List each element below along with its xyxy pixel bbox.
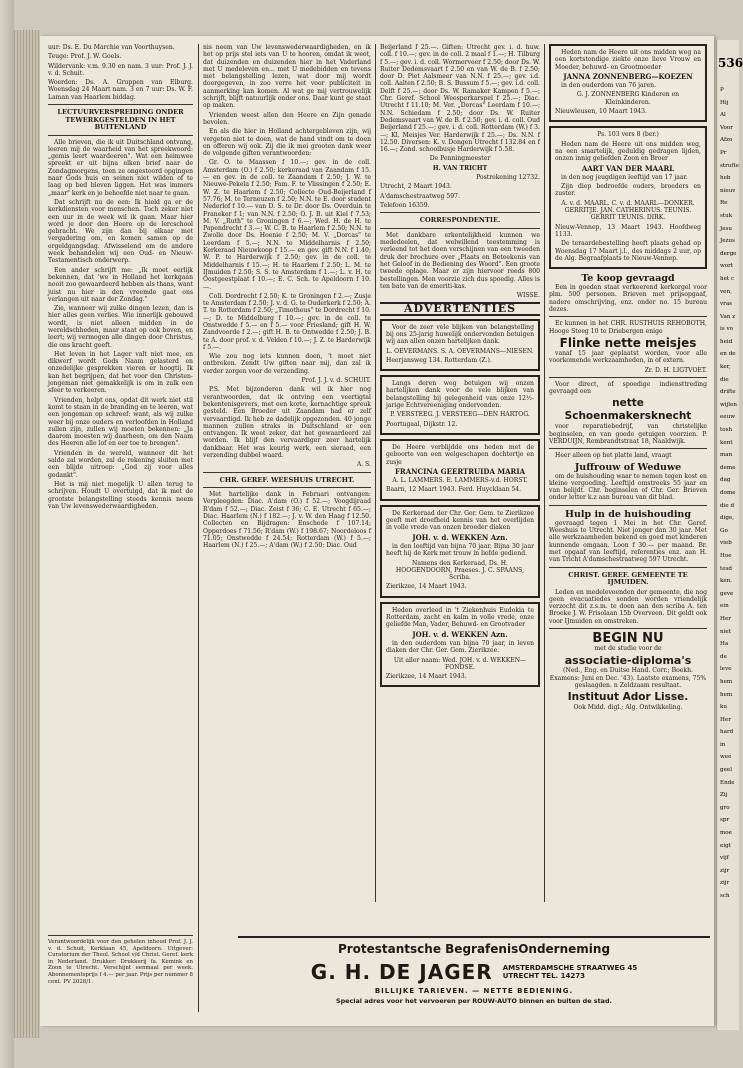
- column-3: [380, 44, 540, 906]
- adjacent-page-fragment: het c: [720, 275, 735, 282]
- ad-obituary-family: [380, 602, 540, 688]
- adjacent-page-strip: [716, 40, 739, 1030]
- adjacent-page-fragment: Her: [720, 716, 731, 723]
- adjacent-page-fragment: zijr: [720, 880, 730, 887]
- ad-age: in den ouderdom van 76 jaren.: [561, 82, 657, 90]
- article-paragraph: Wie zou nog iets kunnen doen, 't moet niet ontbreken. Zendt Uw giften naar mij, dan zal ik verder zorgen voor de verzending.: [203, 353, 371, 375]
- article-paragraph: Het leven in het Lager valt niet mee, en dikwerf wordt Gods Naam gelasterd en onzedelijke gesprekken vieren er hoogtij. Ik kan het begrijpen, dat het voor den Christen-jongeman niet gemakkelijk is om in zulk een sfeer te verkeeren.: [48, 350, 193, 395]
- adjacent-page-fragment: Her: [720, 615, 731, 622]
- column-divider: [198, 44, 199, 1012]
- adjacent-page-fragment: Al: [720, 112, 726, 119]
- ad-institute-name: Instituut Ador Lisse.: [567, 691, 689, 704]
- page-number: 536: [718, 56, 743, 70]
- ad-institute-sub: Ook Midd. digl.; Alg. Ontwikkeling.: [573, 704, 683, 712]
- ad-text: Voor de zeer vele blijken van belangstelling bij ons 25-jarig huwelijk ondervonden betuigen wij aan allen onzen hartelijken dank.: [386, 323, 534, 346]
- adjacent-page-fragment: Go: [720, 527, 728, 534]
- adjacent-page-fragment: derge: [720, 250, 737, 257]
- adjacent-page-fragment: is vo: [720, 326, 733, 333]
- adjacent-page-fragment: P: [720, 87, 724, 93]
- article-paragraph: Vrienden in de wereld, wanneer dit het saldo zal worden, zal de rekening sluiten met een blijde uitroep: „God zij voor alles gedankt".: [48, 449, 193, 479]
- adjacent-page-fragment: Re: [720, 200, 728, 207]
- adjacent-page-fragment: heid: [720, 338, 733, 345]
- ad-deceased-name: JANNA ZONNENBERG—KOEZEN: [563, 71, 693, 81]
- funeral-address: [503, 964, 638, 980]
- adjacent-page-fragment: heb: [720, 175, 731, 182]
- adjacent-page-fragment: en de: [720, 351, 736, 358]
- adjacent-page-fragment: hem: [720, 678, 733, 685]
- article-paragraph: P.S. Met bijzonderen dank wil ik hier nog verantwoorden, dat ik ontving een veertigtal bekentenisgevers, met een korte, kernachtige spreuk gesteld. Een Broeder uit Zaandam had er zelf vervaardigd. Ik heb ze dadelijk opgezonden. 40 jonge mannen zullen straks in Duitschland er een ontvangen. Ik weet zeker, dat het gewaardeerd zal worden. Ik blijf den vervaardiger zeer hartelijk dankbaar. Het was keurig werk, een sieraad, een verzending dubbel waard.: [203, 386, 371, 460]
- adjacent-page-fragment: de: [720, 653, 727, 660]
- adjacent-page-fragment: wort: [720, 263, 734, 270]
- adjacent-page-fragment: vijf: [720, 855, 729, 862]
- adjacent-page-fragment: tesd: [720, 565, 733, 572]
- ad-obituary-council: [380, 505, 540, 598]
- colophon: Verantwoordelijk voor den gehelen inhoud Prof. J. J. v. d. Schuit, Kerklaan 45, Apeldoorn. Uitgever: Curatorium der Theol. School v/d Christ. Geref. kerk in Nederland. Drukker: Drukkerij fa. Kemink en Zoon te Utrecht. Verschijnt eenmaal per week. Abonnementsprijs f 4.— per jaar. Prijs per nummer 8 cent. PV 2028/1.: [48, 939, 193, 985]
- adjacent-page-fragment: Van z: [720, 313, 736, 320]
- ad-age: in den nog jeugdigen leeftijd van 17 jaar.: [561, 173, 688, 181]
- adjacent-page-fragment: ken.: [720, 578, 733, 585]
- advertisements-title: ADVERTENTIES: [380, 302, 540, 315]
- adjacent-page-fragment: die: [720, 376, 729, 383]
- ad-obituary-maarl: [549, 126, 707, 269]
- ad-girls-text: vanaf 15 jaar geplaatst worden, voor alle voorkomende werkzaamheden, in of extern.: [549, 349, 707, 365]
- ad-obituary-zonnenberg: [549, 44, 707, 122]
- ad-text: Heden nam de Heere uit ons midden weg, na een smartelijk, geduldig gedragen lijden, onzen innig geliefden Zoon en Broer: [555, 140, 701, 163]
- adjacent-page-fragment: nieuv: [720, 187, 736, 194]
- ad-housekeeper-title: Juffrouw of Weduwe: [574, 461, 682, 473]
- adjacent-page-fragment: vieb: [720, 540, 732, 547]
- article-paragraph: Dat schrijft nu de een: Ik hield ga er de kerkdiensten voor menschen. Toch zeker niet een uur in de week wil ik gaan. Maar hier word je door den Heere op de lercschool gebracht. We zijn dan bij elkaar met vergadering om, en komen samen op de ergeldgangsdag. Afwisselend om de andere week behandelen wij een Oud- en Nieuw- Testamentisch onderwerp.: [48, 198, 193, 265]
- article-paragraph: nis neem van Uw levenswederwaardigheden, en ik het op prijs stel iets van U te hooren, omdat ik weet, dat duizenden en duizenden hier in het Vaderland met U medeleven en... met U medebidden en tevens met belangstelling lezen, wat door mij wordt doorgegeven, in zoo verre het voor publiciteit in aanmerking kan komen. Al wat ge mij vertrouwelijk schrijft, blijft natuurlijk onder ons. Daar kunt ge staat op maken.: [203, 44, 371, 110]
- funeral-city-tel: UTRECHT TEL. 14273: [502, 972, 585, 980]
- column-divider: [375, 44, 376, 902]
- gifts-text: Beijerland f 25.—. Giften: Utrecht gev. i. d. huw. coll. f 10.—; gev. in de coll. 2 maal f 1.—; H. Tilburg f 5.—; gev. i. d. coll. Wormerveer f 2.50; door Ds. W. Ruiter Dedemsvaart f 2.50 en van W. de B. f 2.50; door D. Piet Aalsmeer van N.N. f 25.—; gev. i.d. coll. Aalten f 2.50; B. S. Bussum f 5.—; gev. i.d. coll. Delft f 25.—; door Ds. W. Ramaker Kampen f 5.—; Chr. Geref. School Weesperkarspel f 25.—; Diac. Utrecht f 11.10; M. Ver. „Dorcas" Leerdam f 10.—; N.N. Schiedam f 2.50; door Ds. W. Ruiter Dedemsvaart van W. de B. f 2.50; gev. i. d. coll. Oud Beijerland f 25.—; gev. i. d. coll. Rotterdam (W.) f 3.—; Kl. Meisjes Ver. Harderwijk f 25.—; Ds. N.N. f 12.50. Diversen: K. v. Dongen Utrecht f 132.84 en f 16.—; Zond. schoolbusje Harderwijk f 5.58.: [380, 44, 540, 154]
- notice: Woerden: Ds. A. Gruppen van Elburg. Woensdag 24 Maart nam. 3 en 7 uur: Ds. W. F. Laman van Haarlem biddag.: [48, 79, 193, 101]
- ad-address: Zierikzee, 14 Maart 1943.: [386, 673, 467, 681]
- adjacent-page-fragment: dige,: [720, 515, 735, 522]
- ad-wedding: [380, 375, 540, 435]
- ad-anniversary: [380, 319, 540, 371]
- ad-deceased-name: AART VAN DER MAARL: [581, 163, 675, 173]
- treasurer-phone: Telefoon 16359.: [380, 201, 430, 209]
- ad-mourners: Zijn diep bedroefde ouders, broeders en zuster.: [555, 183, 701, 198]
- ad-school-title: BEGIN NU: [592, 631, 664, 647]
- adjacent-page-fragment: Jesu: [720, 225, 733, 232]
- notice: Teuge: Prof. J. W. Goels.: [48, 53, 122, 61]
- funeral-street: AMSTERDAMSCHE STRAATWEG 45: [502, 964, 638, 972]
- adjacent-page-fragment: eeuw: [720, 414, 736, 421]
- ad-help-title: Hulp in de huishouding: [565, 508, 691, 520]
- article-paragraph: Vrienden weest allen den Heere en Zijn genade bevolen.: [203, 111, 371, 126]
- ad-names: P. VERSTEEG. J. VERSTEEG—DEN HARTOG.: [390, 411, 530, 419]
- newspaper-page: [40, 36, 714, 1026]
- ad-text: De Heere verblijdde ons heden met de geboorte van een welgeschapen dochtertje en zusje: [386, 443, 534, 466]
- adjacent-page-fragment: man: [720, 452, 733, 459]
- adjacent-page-fragment: vras: [720, 301, 733, 308]
- ad-names: L. OEVERMANS. S. A. OEVERMANS—NIESEN.: [386, 347, 534, 355]
- ad-birth: [380, 439, 540, 501]
- ad-signature: Namens den Kerkeraad, Ds. H. HOOGENDOORN, Praeses. J. C. SPAANS, Scriba.: [395, 559, 525, 582]
- adjacent-page-fragment: moe: [720, 830, 732, 837]
- article-paragraph: En als die hier in Holland achtergebleven zijn, wij vergeten niet te doen, wat de hand vindt om te doen en offeren wij ook. Zij die ik mei grooten dank weer de volgende giften verantwoorden:: [203, 128, 371, 158]
- adjacent-page-fragment: dome: [720, 490, 736, 496]
- ad-shoemaker-title: nette Schoenmakersknecht: [564, 397, 692, 423]
- ad-age: in den ouderdom van bijna 70 jaar, in leven diaken der Chr. Ger. Gem. Zierikzee.: [386, 639, 534, 655]
- article-paragraph: Coll. Dordrecht f 2.50; K. te Groningen f 2.—; Zusje te Amsterdam f 2.50; J. v. d. G. te Ouderkerk f 2.50; A. T. te Rotterdam f 2.50; „Timotheus" te Dordrecht f 10.—; D. te Middelburg f 10.—; gev. in de coll. te Onstwedde f 5.— en f 5.— voor Friesland; gift H. W. Zandvoorde f 2.—; gift H. B. te Ontwedde f 2.50; J. B. te A. door prof. v. d. Velden f 10.—; J. Z. te Harderwijk f 5.—.: [203, 292, 371, 351]
- orphanage-title: CHR. GEREF. WEESHUIS UTRECHT.: [219, 475, 355, 484]
- article-paragraph: Het is mij niet mogelijk U allen terug te schrijven. Houdt U overtuigd, dat ik met de grootste belangstelling steeds kennis neem van Uw levenswederwaardigheden.: [48, 480, 193, 510]
- ad-church-text: Leden en medeleveenden der gemeente, die nog geen evacuatiedes sonden worden vriendelijk verzocht dit z.s.m. te doen aan den scriba A. ten Broeke J. W. Frisolaan 15b Overveen. Dit geldt ook voor IJmuiden en omstreken.: [549, 588, 707, 625]
- adjacent-page-fragment: leve: [720, 666, 732, 673]
- notice: uur: Ds. E. Du Marchie van Voorthuysen.: [48, 44, 175, 51]
- adjacent-page-fragment: strufte: [720, 162, 740, 169]
- ad-for-sale-title: Te koop gevraagd: [581, 273, 675, 285]
- adjacent-page-fragment: Jezus: [720, 238, 735, 245]
- column-2: [203, 44, 371, 906]
- column-1: [48, 44, 193, 1019]
- adjacent-page-fragment: stuk: [720, 212, 733, 219]
- ad-signature: Uit aller naam: Wed. JOH. v. d. WEKKEN—FONDSE.: [393, 656, 527, 671]
- adjacent-page-fragment: dag: [720, 477, 731, 484]
- column-divider: [544, 44, 545, 902]
- adjacent-page-fragment: wee: [720, 754, 732, 761]
- ad-psalm: Ps. 103 vers 8 (ber.): [597, 131, 659, 139]
- orphanage-text: Met hartelijke dank in Februari ontvangen: Verpleegden: Diac. A'dam (O.) f 52.—; Voogdijraad R'dam f 52.—; Diac. Zeist f 36; C. E. Utrecht f 65.—; Diac. Haarlem (N.) f 182.—; J. v. W. den Haag f 12.50. Collecten en Bijdragen: Enschede f 107.14; Opperdoes f 71.56; R'dam (W.) f 198.67; Noordeloos f 71.05; Onstwedde f 24.54; Rotterdam (W.) f 5.—; Haarlem (N.) f 25.—; A'dam (W.) f 2.50; Diac. Oud: [203, 491, 371, 550]
- treasurer-date: Utrecht, 2 Maart 1943.: [380, 183, 452, 191]
- funeral-title: Protestantsche BegrafenisOnderneming: [337, 942, 611, 956]
- ad-text: De Kerkeraad der Chr. Ger. Gem. te Zierikzee geeft met droefheid kennis van het overlijden in volle vrede van onzen broeder diaken: [386, 509, 534, 532]
- adjacent-page-fragment: ku: [720, 704, 727, 711]
- ad-address: Nieuwleusen, 10 Maart 1943.: [555, 108, 647, 116]
- adjacent-page-fragment: niet: [720, 628, 731, 635]
- ad-shoemaker-intro: Voor direct, of spoedige indiensttreding gevraagd een: [549, 380, 707, 396]
- page-stack-edge: [14, 30, 40, 1038]
- ad-school-diploma: associatie-diploma's: [564, 654, 692, 668]
- ad-age: in den leeftijd van bijna 70 jaar. Bijna 30 jaar heeft hij de Kerk met trouw in liefde gediend.: [386, 542, 534, 558]
- article-title: LECTUURVERSPREIDING ONDER TEWERKGESTELDEN IN HET BUITENLAND: [57, 108, 184, 132]
- adjacent-page-fragment: hard: [720, 729, 734, 736]
- ad-girls-title: Flinke nette meisjes: [559, 335, 697, 350]
- adjacent-page-fragment: geve: [720, 590, 734, 597]
- ad-funeral-note: De teraardebestelling heeft plaats gehad op Woensdag 17 Maart j.l., des middags 2 uur, op de Alg. Begraafplaats te Nieuw-Vennep.: [555, 240, 701, 262]
- adjacent-page-fragment: zijr: [720, 867, 730, 874]
- article-paragraph: Alle brieven, die ik uit Duitschland ontvang, leeren mij de waarheid van het spreekwoord: „gemis leert waardeeren". Wat een heimwee spreekt er uit bijna elken brief naar de Zondagmorgens, toen ze ongestoord opgingen naar Gods huis en seinen niet wilden of te laag op bed bleven liggen. Het was immers „maar" kerk en je behoefde niet naar te gaan.: [48, 138, 193, 197]
- adjacent-page-fragment: ven,: [720, 288, 732, 295]
- notice: Wildervank: v.m. 9.30 en nam. 3 uur: Prof. J. J. v. d. Schuit.: [48, 62, 193, 77]
- article-paragraph: Een ander schrijft me: „Ik moet eerlijk bekennen, dat 'we in Holland het kerkgaan nooit zoo gewaardeerd hebben als thans, want juist nu hier in den vreemde gaat ons verlangen uit naar der Zondag.": [48, 266, 193, 303]
- ad-housekeeper-intro: Heer alleen op het platte land, vraagt: [555, 452, 672, 460]
- funeral-tariffs: BILLIJKE TARIEVEN. — NETTE BEDIENING.: [374, 987, 574, 995]
- article-paragraph: Vrienden, helpt ons, opdat dit werk niet stil komt te staan in de branding en te leeren, wat een jongeman op schreef: want, als wij zulke weer bij onze ouders en verloofden in Holland zullen zijn, zullen wij moeten bekennen: „Ja daarom moesten wij daarheen, om den Naam des Heeren alle lof en eer toe te brengen".: [48, 396, 193, 448]
- adjacent-page-fragment: deme: [720, 464, 736, 471]
- adjacent-page-fragment: hem: [720, 691, 733, 698]
- ad-address: Zierikzee, 14 Maart 1943.: [386, 583, 467, 591]
- funeral-note: Special adres voor het vervoeren per ROUW-AUTO binnen en buiten de stad.: [336, 997, 612, 1005]
- adjacent-page-fragment: Ende: [720, 779, 735, 786]
- article-paragraph: Zie, wanneer wij zulke dingen lezen, dan is hier alles geen verlies. Wie innerlijk gebouwd wordt, is niet alleen midden in de wereldschheden, maar staat op ook boven, en leert; wij vermogen alle dingen door Christus, die ons kracht geeft.: [48, 305, 193, 349]
- adjacent-page-fragment: in: [720, 741, 726, 748]
- adjacent-page-fragment: tosh: [720, 427, 733, 434]
- column-4: [549, 44, 707, 906]
- ad-address: Heerjansweg 134. Rotterdam (Z.).: [386, 356, 492, 364]
- adjacent-page-fragment: kent: [720, 439, 733, 446]
- ad-school-text: (Ned., Eng. en Duitse Hand. Corr.; Boekh. Examens: Juni en Dec. '43). Laatste examens, 75% geslaagden. n Zeldzaam resultaat.: [549, 667, 707, 689]
- ad-funeral-banner: [238, 936, 710, 1022]
- ad-text: Heden overleed in 't Ziekenhuis Eudokia te Rotterdam, zacht en kalm in volle vrede, onze geliefde Man, Vader, Behuwd- en Grootvader: [386, 606, 534, 629]
- ad-address: Baarn, 12 Maart 1943. Ferd. Huycklaan 54.: [386, 486, 522, 494]
- ad-deceased-name: JOH. v. d. WEKKEN Azn.: [412, 532, 508, 542]
- signature: Prof. J. J. v. d. SCHUIT.: [301, 377, 371, 385]
- signature: A. S.: [356, 461, 371, 469]
- adjacent-page-fragment: die d: [720, 502, 735, 509]
- treasurer-title: De Penningmeester: [429, 155, 491, 163]
- ad-shoemaker-text: voor reparatiebedrijf, van christelijke beginselen, en van goede getuigen voorzien. P. VERDUIJN, Rembrandtstraat 18, Naaldwijk.: [549, 423, 707, 445]
- ad-family: A. v. d. MAARL. C. v. d. MAARL—DONKER. GERRITJE. JAN. CATHERINUS. TEUNIS. GERRIT TEUNIS. DIRK.: [561, 199, 695, 222]
- ad-signature: G. J. ZONNENBERG Kinderen en Kleinkinderen.: [576, 91, 680, 106]
- adjacent-page-fragment: Zij: [720, 792, 728, 799]
- adjacent-page-fragment: geel: [720, 767, 732, 774]
- adjacent-page-fragment: Ha: [720, 641, 729, 648]
- adjacent-page-fragment: ker,: [720, 364, 731, 371]
- adjacent-page-fragment: gro: [720, 804, 730, 811]
- correspondence-title: CORRESPONDENTIE.: [419, 216, 501, 225]
- adjacent-page-fragment: drifte: [720, 389, 736, 396]
- adjacent-page-fragment: Hij: [720, 99, 729, 106]
- ad-for-sale-text: Een in goeden staat verkeerend kerkorgel voor plm. 500 personen. Brieven met prijsopgaaf, nadere omschrijving, enz. onder no. 15 bureau dezes.: [549, 284, 707, 314]
- adjacent-page-fragment: eigt: [720, 842, 731, 849]
- ad-address: Nieuw-Vennep, 13 Maart 1943. Hoofdweg 1133.: [555, 223, 701, 238]
- adjacent-page-fragment: wijlen: [720, 401, 738, 408]
- book-spine: [0, 0, 14, 1068]
- ad-rusthuis-text: Er kunnen in het CHR. RUSTHUIS REHOBOTH, Hooge Steeg 10 te Driebergen enige: [549, 320, 707, 335]
- correspondence-sign: WISSE.: [516, 292, 540, 300]
- adjacent-page-fragment: ein: [720, 603, 729, 610]
- adjacent-page-fragment: spr: [720, 817, 730, 824]
- ad-girls-sign: Zr. D. H. LIGTVOET.: [644, 366, 707, 374]
- ad-help-text: gevraagd tegen 1 Mei in het Chr. Geref. Weeshuis te Utrecht. Niet jonger dan 30 jaar. Met alle werkzaamheden bekend en goed met kinderen kunnende omgaan. Loon f 30.— per maand. Br. met opgaaf van leeftijd, referenties enz. aan H. van Tricht A'damschestraatweg 597 Utrecht.: [549, 519, 707, 564]
- ad-text: Heden nam de Heere uit ons midden weg na een kortstondige ziekte onze lieve Vrouw en Moeder, behuwd- en Grootmoeder: [555, 49, 701, 71]
- adjacent-page-fragment: Hoe: [720, 552, 732, 559]
- treasurer-account: Postrekening 12732.: [476, 174, 540, 182]
- ad-deceased-name: JOH. v. d. WEKKEN Azn.: [412, 629, 508, 639]
- ad-housekeeper-text: om de huishouding waar te nemen tegen kost en kleine vergoeding. Leeftijd omstreeks 55 jaar en van belijdt. Chr. beginselen of Chr. Ger. Brieven onder letter k.z aan bureau van dit blad.: [549, 472, 707, 502]
- adjacent-page-fragment: Afzo: [720, 137, 733, 144]
- ad-address: Poortugaal, Dijkstr. 12.: [386, 420, 458, 428]
- adjacent-page-fragment: sch: [720, 893, 730, 899]
- treasurer-name: H. VAN TRICHT: [432, 164, 488, 172]
- funeral-company-name: G. H. DE JAGER: [310, 960, 493, 984]
- treasurer-street: A'damschestraatweg 597.: [380, 192, 460, 200]
- ad-child-name: FRANCINA GEERTRUIDA MARIA: [394, 466, 526, 476]
- ad-text: Langs deren weg betuigen wij onzen hartelijken dank voor de vele blijken van belangstelling bij gelegenheid van onze 12½-jarige Echtvereeniging ondervonden.: [386, 380, 534, 410]
- adjacent-page-fragment: Pr: [720, 149, 727, 156]
- ad-parents: A. L. LAMMERS. E. LAMMERS-v.d. HORST.: [392, 477, 528, 485]
- funeral-row: [238, 960, 710, 984]
- article-paragraph: Gr. O. te Maassen f 10.—; gev. in de coll. Amsterdam (O.) f 2.50; kerkeraad van Zaandam f 15.— en gev. in de coll. te Zaandam f 2.50; J. W. te Nieuwe-Pekela f 2.50; Fam. F. te Vlissingen f 2.50; E. W. Z. te Haarlem f 2.50; Collecte Oud-Beijerland f 57.76; M. te Terneuzen f 2.50; N.N. te E. door student Nederlof f 10.— van D. S. te Dr. door Ds. Overduin te Franeker f 1; van N.N. f 2.50; O. J. B. uit Kiel f 7.53; M. V. „Ruth" te Groningen f 6.—; Wed. H. de H. te Papendrecht f 3.—; W. C. B. te Haarlem f 2.50; N.N. te Zwolle door Ds. Hoenie f 2.50; M. V. „Dorcas" te Leerdam f 5.—; N.N. te Middelharnis f 2.50; Kerkeraad Nieuwkoop f 15.— en gev. gift N.N. f 1.40; W. P. te Harderwijk f 2.50; gev. in de coll. te Middelharnis f 15.—; H. te Haarlem f 2.50; L. M. te IJmuiden f 2.50; S. S. te Amsterdam f 1.—; L. v. H. te Oostgeestplaat f 10.—; E. C. Sch. te Apeldoorn f 10.—.: [203, 159, 371, 291]
- ad-church-title: CHRIST. GEREF. GEMEENTE TE IJMUIDEN.: [568, 570, 688, 587]
- correspondence-text: Met dankbare erkentelijkheid kunnen we mededeelen, dat welwillend teestemming is verleend tot het doen verschijnen van een tweeden druk der brochure over „Plaats en Beteekenis van het Geloof in de Bediening des Woord". Een groote tweede oplage. Maar er zijn hiervoor reeds 800 bestellingen. Men voorzie zich dus spoedig. Alles is ten bate van de emeriti-kas.: [380, 231, 540, 290]
- ad-school-sub: met de studie voor de: [594, 645, 662, 653]
- adjacent-page-fragment: Voor: [720, 124, 733, 131]
